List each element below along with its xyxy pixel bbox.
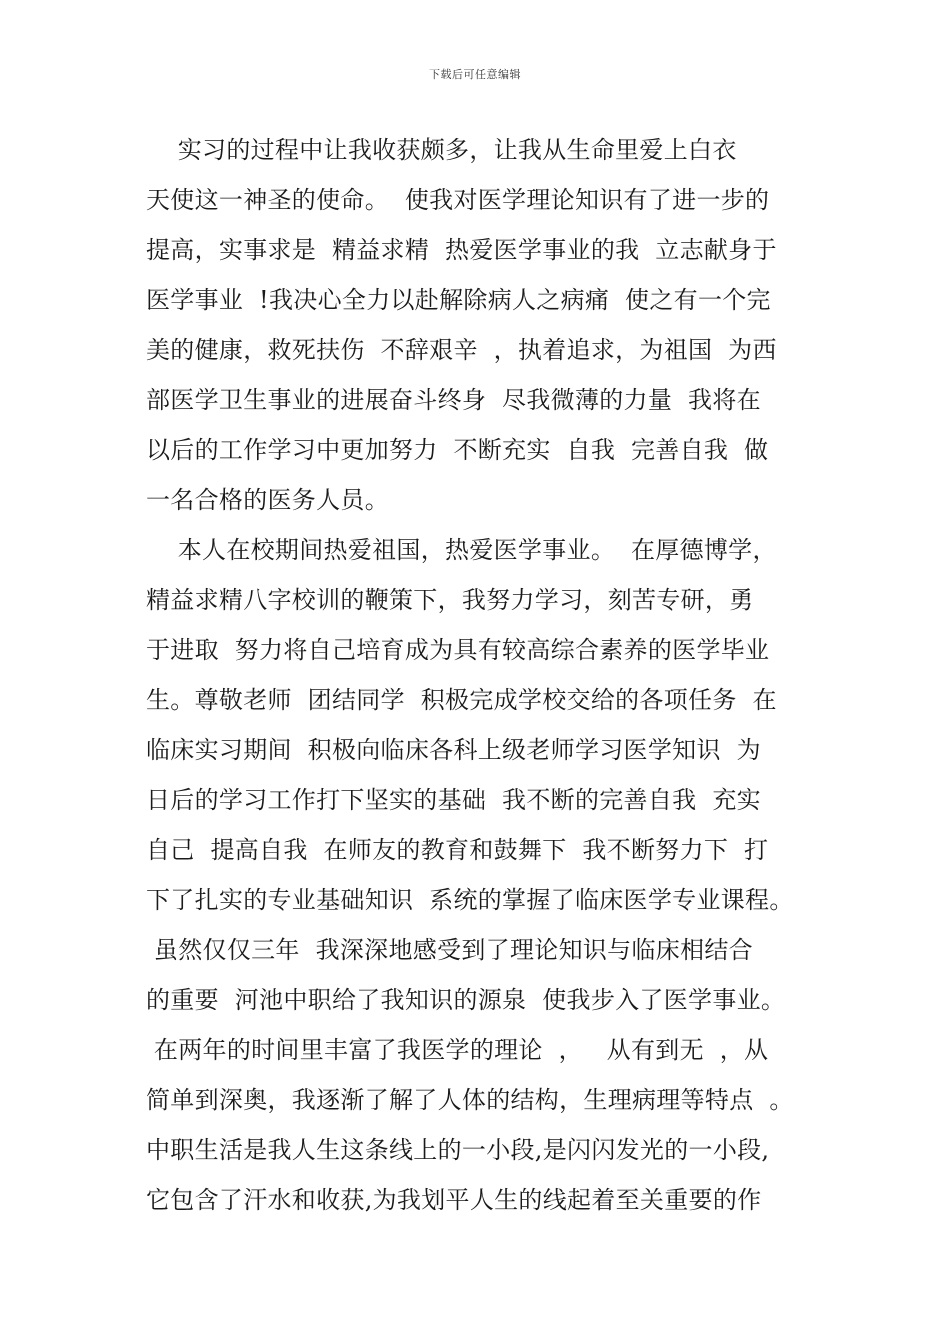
text-line: 自己 提高自我 在师友的教育和鼓舞下 我不断努力下 打 bbox=[146, 836, 769, 864]
text-line: 临床实习期间 积极向临床各科上级老师学习医学知识 为 bbox=[146, 736, 761, 764]
document-body bbox=[146, 125, 826, 1225]
text-line: 美的健康，救死扶伤 不辞艰辛 ，执着追求，为祖国 为西 bbox=[146, 336, 777, 364]
text-line: 在两年的时间里丰富了我医学的理论 ， 从有到无 ，从 bbox=[146, 1036, 769, 1064]
text-line: 一名合格的医务人员。 bbox=[146, 486, 389, 514]
text-line: 本人在校期间热爱祖国，热爱医学事业。 在厚德博学， bbox=[146, 536, 777, 564]
page-header: 下载后可任意编辑 bbox=[429, 68, 521, 81]
text-line: 生。尊敬老师 团结同学 积极完成学校交给的各项任务 在 bbox=[146, 686, 777, 714]
text-line: 医学事业 !我决心全力以赴解除病人之病痛 使之有一个完 bbox=[146, 286, 771, 314]
text-line: 于进取 努力将自己培育成为具有较高综合素养的医学毕业 bbox=[146, 636, 770, 664]
text-line: 以后的工作学习中更加努力 不断充实 自我 完善自我 做 bbox=[146, 436, 769, 464]
text-line: 它包含了汗水和收获,为我划平人生的线起着至关重要的作 bbox=[146, 1186, 762, 1214]
text-line: 精益求精八字校训的鞭策下，我努力学习，刻苦专研，勇 bbox=[146, 586, 754, 614]
text-line: 中职生活是我人生这条线上的一小段,是闪闪发光的一小段, bbox=[146, 1136, 770, 1164]
text-line: 提高，实事求是 精益求精 热爱医学事业的我 立志献身于 bbox=[146, 236, 777, 264]
text-line: 的重要 河池中职给了我知识的源泉 使我步入了医学事业。 bbox=[146, 986, 786, 1014]
text-line: 部医学卫生事业的进展奋斗终身 尽我微薄的力量 我将在 bbox=[146, 386, 761, 414]
text-line: 下了扎实的专业基础知识 系统的掌握了临床医学专业课程。 bbox=[146, 886, 794, 914]
text-line: 简单到深奥，我逐渐了解了人体的结构，生理病理等特点 。 bbox=[146, 1086, 794, 1114]
text-line: 日后的学习工作打下坚实的基础 我不断的完善自我 充实 bbox=[146, 786, 761, 814]
text-line: 虽然仅仅三年 我深深地感受到了理论知识与临床相结合 bbox=[146, 936, 753, 964]
text-line: 实习的过程中让我收获颇多，让我从生命里爱上白衣 bbox=[146, 136, 737, 164]
text-line: 天使这一神圣的使命。 使我对医学理论知识有了进一步的 bbox=[146, 186, 770, 214]
